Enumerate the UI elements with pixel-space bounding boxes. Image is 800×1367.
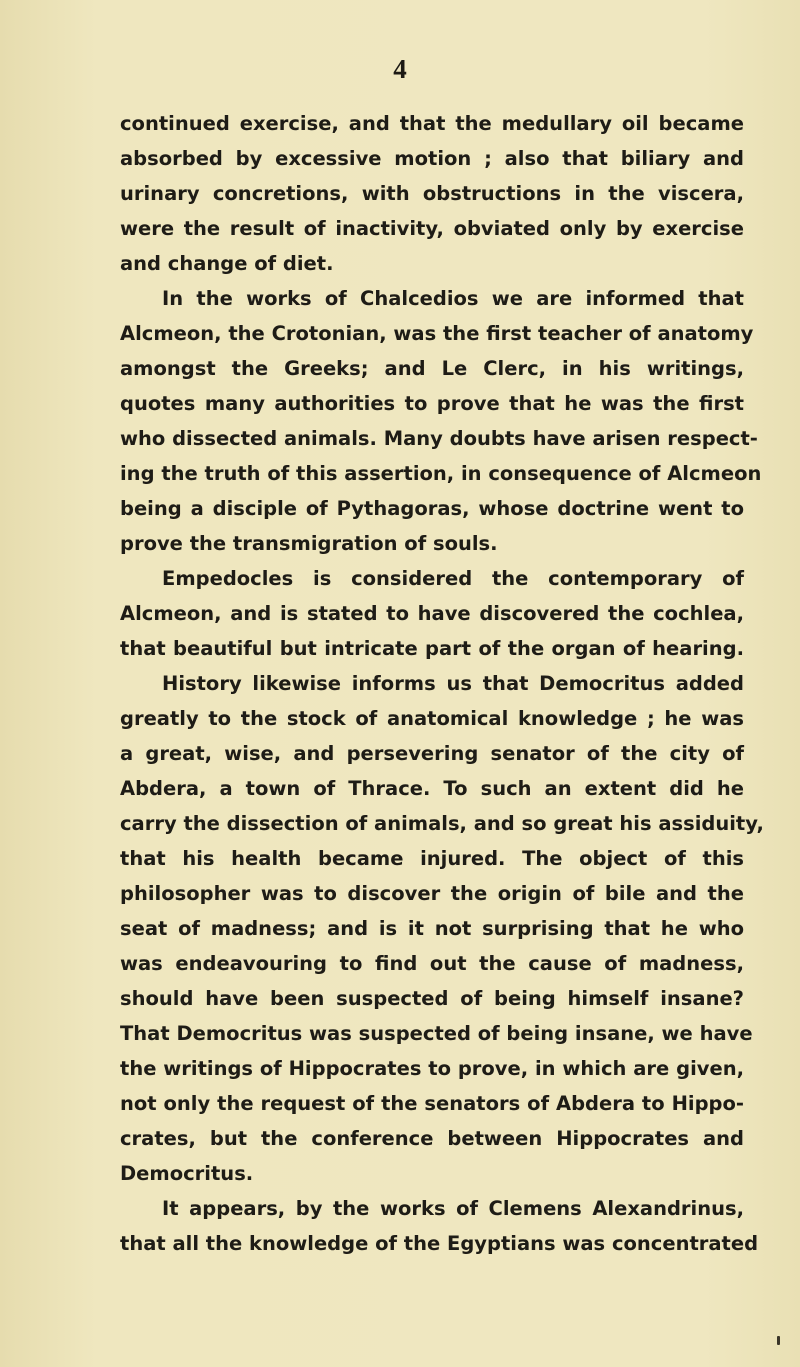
text-line: History likewise informs us that Democritus added: [162, 672, 744, 695]
text-line: carry the dissection of animals, and so great his assiduity,: [120, 812, 764, 835]
text-line: philosopher was to discover the origin of bile and the: [120, 882, 744, 905]
ink-mark: [777, 1336, 780, 1345]
text-line: a great, wise, and persevering senator of the city of: [120, 742, 744, 765]
text-line: that his health became injured. The object of this: [120, 847, 744, 870]
text-line: was endeavouring to find out the cause of madness,: [120, 952, 744, 975]
text-line: quotes many authorities to prove that he was the first: [120, 392, 744, 415]
text-line: Empedocles is considered the contemporary of: [162, 567, 744, 590]
text-line: continued exercise, and that the medullary oil became: [120, 112, 744, 135]
body-text: [120, 106, 764, 1261]
text-line: Alcmeon, and is stated to have discovered the cochlea,: [120, 602, 744, 625]
text-line: seat of madness; and is it not surprising that he who: [120, 917, 744, 940]
text-line: that beautiful but intricate part of the organ of hearing.: [120, 637, 744, 660]
text-line: being a disciple of Pythagoras, whose doctrine went to: [120, 497, 744, 520]
text-line: that all the knowledge of the Egyptians was concentrated: [120, 1232, 759, 1255]
text-line: Alcmeon, the Crotonian, was the first teacher of anatomy: [120, 322, 754, 345]
text-line: greatly to the stock of anatomical knowledge ; he was: [120, 707, 744, 730]
text-line: amongst the Greeks; and Le Clerc, in his writings,: [120, 357, 744, 380]
text-line: In the works of Chalcedios we are informed that: [162, 287, 744, 310]
text-line: Democritus.: [120, 1162, 254, 1185]
text-line: That Democritus was suspected of being insane, we have: [120, 1022, 753, 1045]
text-line: absorbed by excessive motion ; also that biliary and: [120, 147, 744, 170]
text-line: were the result of inactivity, obviated only by exercise: [120, 217, 744, 240]
text-line: who dissected animals. Many doubts have arisen respect-: [120, 427, 758, 450]
text-line: prove the transmigration of souls.: [120, 532, 498, 555]
text-line: should have been suspected of being himself insane?: [120, 987, 744, 1010]
text-line: not only the request of the senators of Abdera to Hippo-: [120, 1092, 744, 1115]
text-line: and change of diet.: [120, 252, 334, 275]
text-line: crates, but the conference between Hippocrates and: [120, 1127, 744, 1150]
text-line: urinary concretions, with obstructions in the viscera,: [120, 182, 744, 205]
text-line: Abdera, a town of Thrace. To such an extent did he: [120, 777, 744, 800]
text-line: the writings of Hippocrates to prove, in which are given,: [120, 1057, 744, 1080]
text-line: ing the truth of this assertion, in consequence of Alcmeon: [120, 462, 762, 485]
page-number: 4: [393, 54, 407, 84]
text-line: It appears, by the works of Clemens Alexandrinus,: [162, 1197, 744, 1220]
